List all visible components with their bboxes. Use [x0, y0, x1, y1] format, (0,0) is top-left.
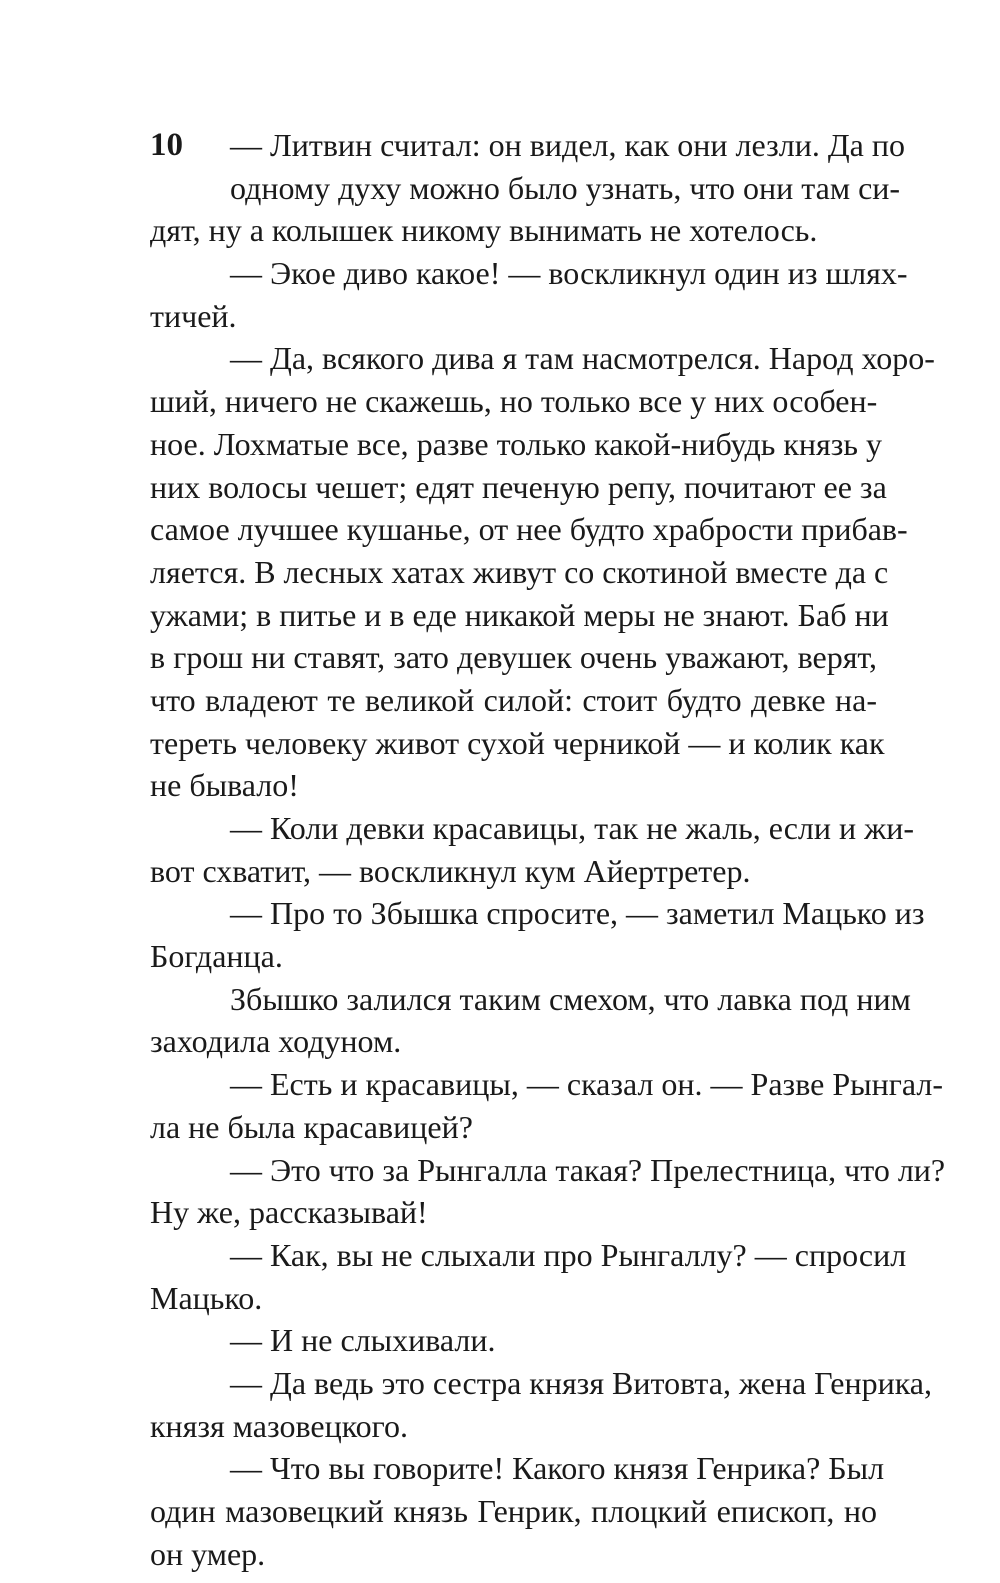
text-line: один мазовецкий князь Генрик, плоцкий епископ, но: [150, 1493, 877, 1529]
page-number: 10: [150, 127, 183, 163]
text-line: — Про то Збышка спросите, — заметил Мацько из: [230, 895, 925, 932]
text-line: ное. Лохматые все, разве только какой-нибудь князь у: [150, 425, 882, 462]
text-line: Мацько.: [150, 1279, 263, 1316]
text-line: — Это что за Рынгалла такая? Прелестница, что ли?: [230, 1151, 946, 1188]
text-line: он умер.: [150, 1535, 266, 1572]
text-line: — Как, вы не слыхали про Рынгаллу? — спросил: [230, 1236, 907, 1273]
text-line: вот схватит, — воскликнул кум Айертретер.: [150, 852, 751, 889]
text-line: — Что вы говорите! Какого князя Генрика? Был: [230, 1450, 885, 1487]
text-line: самое лучшее кушанье, от нее будто храбрости прибав-: [150, 511, 908, 548]
text-line: — Литвин считал: он видел, как они лезли. Да по: [230, 127, 905, 163]
text-line: ужами; в питье и в еде никакой меры не знают. Баб ни: [150, 596, 889, 633]
text-line: ший, ничего не скажешь, но только все у них особен-: [150, 383, 878, 420]
text-line: — И не слыхивали.: [230, 1322, 496, 1359]
text-line: в грош ни ставят, зато девушек очень уважают, верят,: [150, 639, 877, 676]
text-line: ляется. В лесных хатах живут со скотиной вместе да с: [150, 553, 889, 590]
text-line: князя мазовецкого.: [150, 1407, 408, 1444]
text-line: Богданца.: [150, 938, 283, 975]
text-line: — Коли девки красавицы, так не жаль, если и жи-: [230, 810, 915, 846]
text-line: не бывало!: [150, 767, 299, 804]
text-line: — Экое диво какое! — воскликнул один из шлях-: [230, 255, 908, 292]
body-text: [150, 124, 946, 1575]
text-line: них волосы чешет; едят печеную репу, почитают ее за: [150, 468, 887, 505]
text-line: — Да, всякого дива я там насмотрелся. Народ хоро-: [230, 340, 935, 377]
text-line: одному духу можно было узнать, что они там си-: [230, 169, 901, 206]
text-line: Ну же, рассказывай!: [150, 1194, 428, 1231]
text-line: — Да ведь это сестра князя Витовта, жена Генрика,: [230, 1364, 932, 1401]
text-line: тичей.: [150, 297, 237, 334]
text-line: что владеют те великой силой: стоит будто девке на-: [150, 681, 877, 718]
text-line: — Есть и красавицы, — сказал он. — Разве Рынгал-: [230, 1066, 943, 1103]
text-line: дят, ну а колышек никому вынимать не хотелось.: [150, 212, 818, 249]
text-line: заходила ходуном.: [150, 1023, 402, 1060]
text-line: ла не была красавицей?: [150, 1108, 473, 1145]
text-line: Збышко залился таким смехом, что лавка под ним: [230, 980, 911, 1017]
text-line: тереть человеку живот сухой черникой — и колик как: [150, 724, 885, 761]
